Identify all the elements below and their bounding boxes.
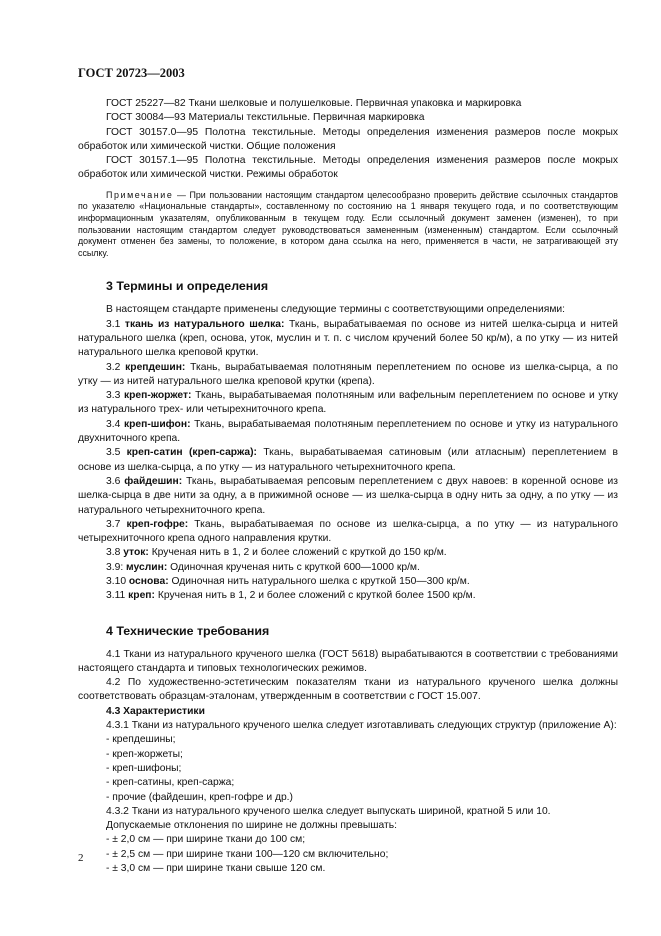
term-definition xyxy=(78,575,618,589)
term-number: 3.7 xyxy=(106,518,127,530)
term-text: Одиночная нить натурального шелка с круткой 150—300 кр/м. xyxy=(168,575,470,587)
terms-list xyxy=(78,318,618,604)
term-name: основа: xyxy=(128,575,169,587)
term-definition xyxy=(78,475,618,518)
list-item: - креп-сатины, креп-саржа; xyxy=(106,777,235,789)
term-number: 3.9: xyxy=(106,561,127,573)
term-number: 3.10 xyxy=(106,575,129,587)
reference-item: ГОСТ 30157.1—95 Полотна текстильные. Методы определения изменения размеров после мокрых обработок или химической чистки. Режимы обработок xyxy=(78,155,618,181)
term-text: Ткань, вырабатываемая полотняным переплетением по основе из шелка-сырца, а по утку — из нитей натурального шелка креповой крутки (крепа). xyxy=(78,361,618,387)
clause-4-1: 4.1 Ткани из натурального крученого шелка (ГОСТ 5618) вырабатываются в соответствии с требованиями настоящего стандарта и типовых технологических режимов. xyxy=(78,648,618,674)
term-name: муслин: xyxy=(126,561,168,573)
clause-4-3-1: 4.3.1 Ткани из натурального крученого шелка следует изготавливать следующих структур (приложение А): xyxy=(106,720,617,732)
term-text: Крученая нить в 1, 2 и более сложений с круткой более 1500 кр/м. xyxy=(154,590,476,602)
term-text: Ткань, вырабатываемая по основе из нитей шелка-сырца и нитей натурального шелка (креп, основа, уток, муслин и т. п. с числом кручений более 50 кр/м), а по утку — из нитей натурального шелка креповой крутки. xyxy=(78,318,618,359)
term-text: Ткань, вырабатываемая репсовым переплетением с двух навоев: в коренной основе из шелка-сырца в две нити за одну, а в прижимной основе — из шелка-сырца в одну нить за одну, а по утку — из натурального четырехниточного крепа. xyxy=(78,475,618,516)
list-item: - ± 2,0 см — при ширине ткани до 100 см; xyxy=(106,834,306,846)
clause-4-3-2-tolerance: Допускаемые отклонения по ширине не должны превышать: xyxy=(106,820,397,832)
term-text: Ткань, вырабатываемая по основе из шелка-сырца, а по утку — из натурального четырехниточного крепа одного направления крутки. xyxy=(78,518,618,545)
section-3-intro: В настоящем стандарте применены следующие термины с соответствующими определениями: xyxy=(106,304,566,316)
term-definition xyxy=(78,318,618,361)
list-item: - прочие (файдешин, креп-гофре и др.) xyxy=(106,791,293,803)
list-item: - ± 3,0 см — при ширине ткани свыше 120 см. xyxy=(106,863,326,875)
running-header: ГОСТ 20723—2003 xyxy=(78,66,185,80)
list-item: - креп-жоржеты; xyxy=(106,748,183,760)
term-number: 3.11 xyxy=(106,590,129,602)
note-label: Примечание xyxy=(106,189,174,200)
term-definition xyxy=(78,446,618,475)
term-number: 3.1 xyxy=(106,318,125,330)
term-definition xyxy=(78,361,618,390)
term-number: 3.6 xyxy=(106,475,125,487)
list-item: - ± 2,5 см — при ширине ткани 100—120 см включительно; xyxy=(106,848,389,860)
list-item: - креп-шифоны; xyxy=(106,762,182,774)
note-text: — При пользовании настоящим стандартом целесообразно проверить действие ссылочных стандартов по указателю «Национальные стандарты», составленному по состоянию на 1 января текущего года, и по соответствующим информационным указателям, опубликованным в текущем году. Если ссылочный документ заменен (изменен), то при пользовании настоящим стандартом следует руководствоваться замененным (измененным) стандартом. Если ссылочный документ отменен без замены, то положение, в котором дана ссылка на него, применяется в части, не затрагивающей эту ссылку. xyxy=(78,189,619,258)
term-name: креп-сатин (креп-саржа): xyxy=(126,447,257,459)
clause-4-3-heading xyxy=(78,705,618,719)
term-number: 3.2 xyxy=(106,361,126,373)
reference-list xyxy=(78,97,618,183)
term-number: 3.4 xyxy=(106,418,124,430)
term-name: файдешин: xyxy=(124,475,183,487)
term-definition xyxy=(78,518,618,547)
term-text: Ткань, вырабатываемая сатиновым (или атласным) переплетением в основе из шелка-сырца, а по утку — из натурального четырехниточного крепа. xyxy=(78,447,618,473)
clause-4-3-title: 4.3 Характеристики xyxy=(106,705,205,717)
section-4-heading: 4 Технические требования xyxy=(106,623,270,638)
term-name: креп-гофре: xyxy=(126,518,189,530)
term-name: крепдешин: xyxy=(125,361,186,373)
term-definition xyxy=(78,589,618,603)
term-name: креп-жоржет: xyxy=(123,390,192,402)
term-definition xyxy=(78,546,618,560)
term-text: Ткань, вырабатываемая полотняным переплетением по основе и утку из натурального двухниточного крепа. xyxy=(78,418,618,445)
page-number: 2 xyxy=(78,852,84,864)
term-name: уток: xyxy=(123,547,149,559)
note-paragraph xyxy=(78,190,618,260)
section-3-heading: 3 Термины и определения xyxy=(106,279,269,294)
reference-item: ГОСТ 25227—82 Ткани шелковые и полушелковые. Первичная упаковка и маркировка xyxy=(106,98,522,109)
tolerance-list xyxy=(106,833,618,876)
term-text: Ткань, вырабатываемая полотняным или вафельным переплетением по основе и утку из натурального трех- или четырехниточного крепа. xyxy=(78,390,618,416)
term-definition xyxy=(78,561,618,575)
structure-list xyxy=(106,733,618,804)
term-name: креп: xyxy=(128,590,155,602)
term-definition xyxy=(78,389,618,418)
term-name: ткань из натурального шелка: xyxy=(124,318,285,330)
clause-4-2: 4.2 По художественно-эстетическим показателям ткани из натурального крученого шелка должны соответствовать образцам-эталонам, утвержденным в соответствии с ГОСТ 15.007. xyxy=(78,677,618,703)
term-definition xyxy=(78,418,618,447)
term-text: Крученая нить в 1, 2 и более сложений с круткой до 150 кр/м. xyxy=(148,547,447,559)
page-content xyxy=(78,97,618,876)
reference-item: ГОСТ 30084—93 Материалы текстильные. Первичная маркировка xyxy=(106,112,425,124)
list-item: - крепдешины; xyxy=(106,734,176,746)
term-text: Одиночная крученая нить с круткой 600—1000 кр/м. xyxy=(167,561,420,573)
reference-item: ГОСТ 30157.0—95 Полотна текстильные. Методы определения изменения размеров после мокрых обработок или химической чистки. Общие положения xyxy=(78,126,618,152)
term-number: 3.5 xyxy=(106,447,127,459)
term-number: 3.3 xyxy=(106,390,124,402)
term-number: 3.8 xyxy=(106,547,124,559)
term-name: креп-шифон: xyxy=(123,418,191,430)
clause-4-3-2: 4.3.2 Ткани из натурального крученого шелка следует выпускать шириной, кратной 5 или 10. xyxy=(106,805,551,817)
